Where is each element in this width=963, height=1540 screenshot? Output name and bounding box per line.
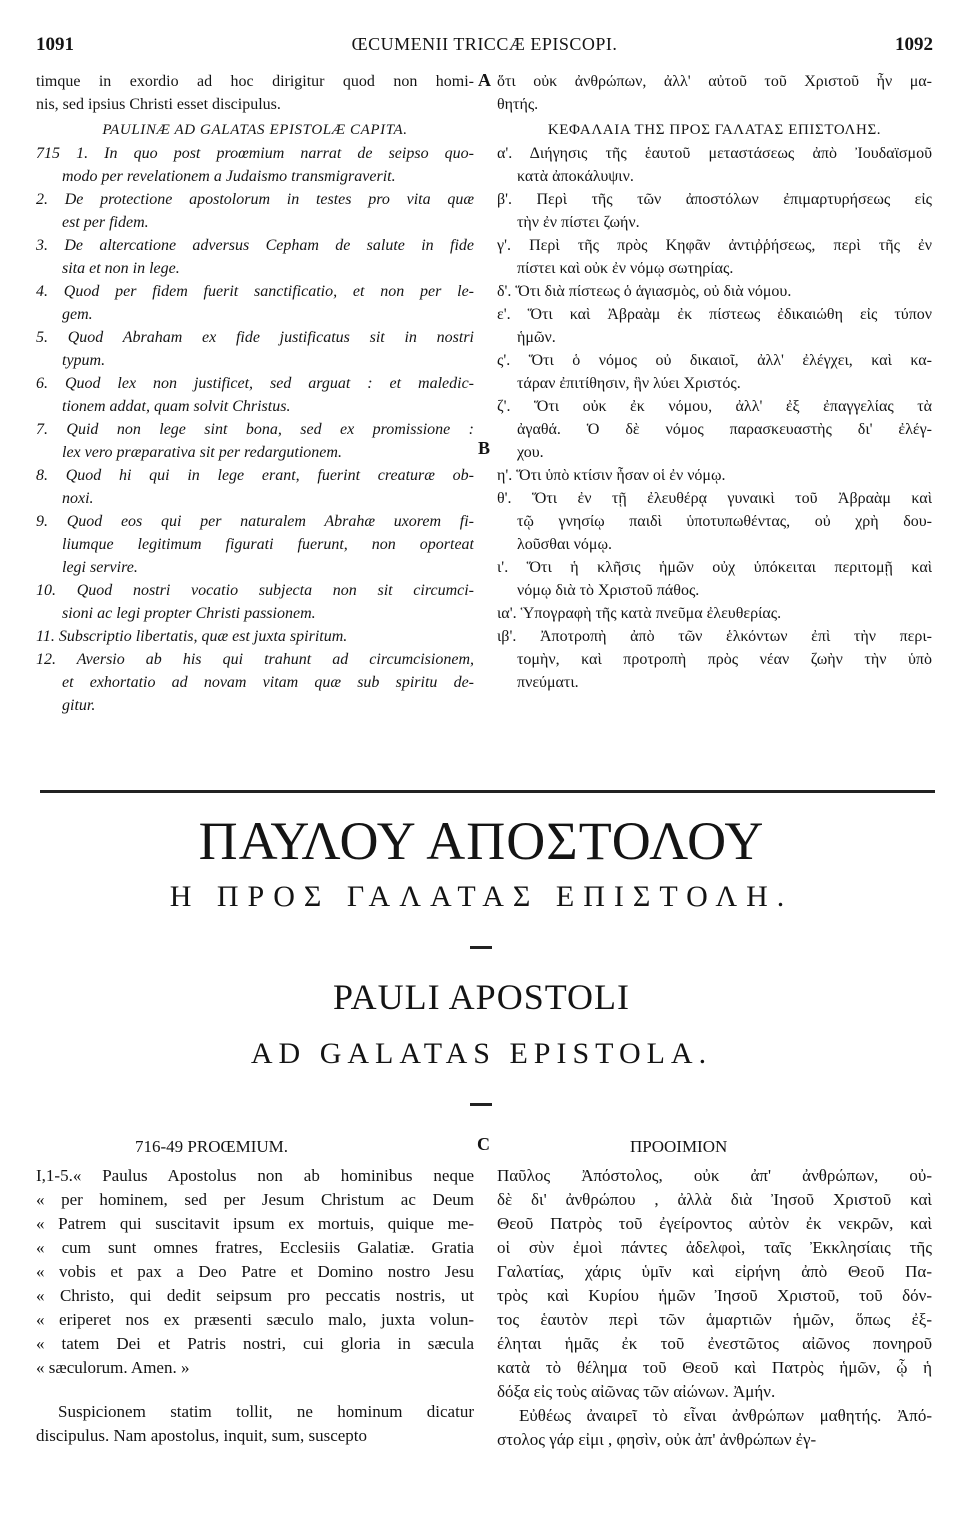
greek-kephalaia-heading: ΚΕΦΑΛΑΙΑ ΤΗΣ ΠΡΟΣ ΓΑΛΑΤΑΣ ΕΠΙΣΤΟΛΗΣ. bbox=[547, 122, 882, 138]
greek-chapter-line: πνεύματι. bbox=[517, 674, 579, 691]
latin-chapter-line: sioni ac legi propter Christi passionem. bbox=[62, 605, 316, 622]
greek-chapter-item bbox=[497, 142, 932, 188]
greek-proemium-line: έληται ἡμᾶς ἐκ τοῦ ἐνεστῶτος αἰῶνος πονηροῦ bbox=[497, 1334, 932, 1353]
latin-proemium-line: « vobis et pax a Deo Patre et Domino nostro Jesu bbox=[36, 1262, 474, 1281]
greek-proemium-line: κατὰ τὸ θέλημα τοῦ Θεοῦ καὶ Πατρὸς ἡμῶν, ᾧ ἡ bbox=[497, 1358, 932, 1377]
latin-chapter-line: 12. Aversio ab his qui trahunt ad circumcisionem, bbox=[36, 651, 474, 668]
greek-chapter-item bbox=[497, 234, 932, 280]
latin-section-label: 716-49 PROŒMIUM. bbox=[135, 1137, 289, 1156]
latin-chapter-item bbox=[36, 326, 474, 372]
greek-proemium-line: δὲ δι' ἀνθρώπου , ἀλλὰ διὰ Ἰησοῦ Χριστοῦ καὶ bbox=[497, 1190, 932, 1209]
latin-chapter-line: sita et non in lege. bbox=[62, 260, 180, 277]
greek-chapter-line: τὴν ἐν πίστει ζωήν. bbox=[517, 214, 640, 231]
greek-chapter-line: γ'. Περὶ τῆς πρὸς Κηφᾶν ἀντιῤῥήσεως, περὶ τῆς ἐν bbox=[497, 237, 932, 254]
latin-chapter-line: 5. Quod Abraham ex fide justificatus sit in nostri bbox=[36, 329, 474, 346]
greek-chapter-item bbox=[497, 280, 932, 303]
page-number-left: 1091 bbox=[36, 34, 74, 55]
latin-proemium-line: I,1-5.« Paulus Apostolus non ab hominibus neque bbox=[36, 1166, 474, 1185]
latin-chapter-item bbox=[36, 372, 474, 418]
greek-chapter-line: τομὴν, καὶ προτροπὴ πρὸς νέαν ζωὴν τὴν ὑπὸ bbox=[517, 651, 932, 668]
greek-chapter-line: τῷ γνησίῳ παιδὶ ὑποτυπωθέντας, οὐ χρὴ δου- bbox=[517, 513, 932, 530]
latin-proemium-line: « per hominem, sed per Jesum Christum ac Deum bbox=[36, 1190, 474, 1209]
latin-chapter-line: 2. De protectione apostolorum in testes pro vita quæ bbox=[36, 191, 474, 208]
latin-chapter-line: 715 1. In quo post proœmium narrat de seipso quo- bbox=[36, 145, 474, 162]
greek-chapter-item bbox=[497, 349, 932, 395]
latin-proemium-text bbox=[36, 1164, 474, 1380]
greek-chapter-line: θ'. Ὅτι ἐν τῇ ἐλευθέρᾳ γυναικὶ τοῦ Ἀβραὰμ καὶ bbox=[497, 490, 932, 507]
column-marker-c: C bbox=[477, 1134, 490, 1154]
latin-top-column bbox=[36, 70, 474, 717]
latin-chapter-line: legi servire. bbox=[62, 559, 138, 576]
latin-chapter-line: modo per revelationem a Judaismo transmigraverit. bbox=[62, 168, 396, 185]
greek-chapter-line: ἡμῶν. bbox=[517, 329, 556, 346]
section-divider-rule bbox=[40, 790, 935, 793]
latin-chapter-item bbox=[36, 510, 474, 579]
latin-commentary-line: Suspicionem statim tollit, ne hominum dicatur bbox=[58, 1402, 474, 1421]
latin-chapter-line: 3. De altercatione adversus Cepham de salute in fide bbox=[36, 237, 474, 254]
greek-chapter-line: δ'. Ὅτι διὰ πίστεως ὁ ἁγιασμὸς, οὐ διὰ νόμου. bbox=[497, 283, 792, 300]
latin-chapter-line: est per fidem. bbox=[62, 214, 149, 231]
latin-commentary-line: discipulus. Nam apostolus, inquit, sum, suscepto bbox=[36, 1426, 368, 1445]
greek-proemium-text bbox=[497, 1164, 932, 1404]
latin-chapter-list bbox=[36, 142, 474, 717]
latin-body-column bbox=[36, 1164, 474, 1448]
greek-intro-line: ὅτι οὐκ ἀνθρώπων, ἀλλ' αὐτοῦ τοῦ Χριστοῦ ἦν μα- bbox=[497, 73, 932, 90]
latin-chapter-line: gitur. bbox=[62, 697, 96, 714]
greek-chapter-line: ἀγαθά. Ὁ δὲ νόμος παρασκευαστὴς δι' ἐλέγ- bbox=[517, 421, 932, 438]
latin-chapter-line: 7. Quid non lege sint bona, sed ex promissione : bbox=[36, 421, 474, 438]
greek-proemium-line: τρὸς καὶ Κυρίου ἡμῶν Ἰησοῦ Χριστοῦ, τοῦ δόν- bbox=[497, 1286, 932, 1305]
latin-chapter-line: 8. Quod hi qui in lege erant, fuerint creaturæ ob- bbox=[36, 467, 474, 484]
latin-chapter-line: gem. bbox=[62, 306, 93, 323]
latin-subtitle: AD GALATAS EPISTOLA. bbox=[250, 1037, 713, 1070]
latin-chapter-item bbox=[36, 280, 474, 326]
greek-proemium-line: Γαλατίας, χάρις ὑμῖν καὶ εἰρήνη ἀπὸ Θεοῦ Πα- bbox=[497, 1262, 932, 1281]
greek-top-column bbox=[497, 70, 932, 694]
greek-proemium-line: Θεοῦ Πατρὸς τοῦ ἐγείροντος αὐτὸν ἐκ νεκρῶν, καὶ bbox=[497, 1214, 932, 1233]
greek-commentary-text bbox=[497, 1404, 932, 1452]
greek-chapter-line: ια'. Ὑπογραφὴ τῆς κατὰ πνεῦμα ἐλευθερίας. bbox=[497, 605, 782, 622]
latin-proemium-line: « cum sunt omnes fratres, Ecclesiis Galatiæ. Gratia bbox=[36, 1238, 474, 1257]
latin-chapter-item bbox=[36, 418, 474, 464]
greek-chapter-line: η'. Ὅτι ὑπὸ κτίσιν ἦσαν οἱ ἐν νόμῳ. bbox=[497, 467, 726, 484]
latin-chapter-line: 4. Quod per fidem fuerit sanctificatio, et non per le- bbox=[36, 283, 474, 300]
greek-chapter-line: ι'. Ὅτι ἡ κλῆσις ἡμῶν οὐχ ὑπόκειται περιτομῇ καὶ bbox=[497, 559, 932, 576]
greek-proemium-line: οἱ σὺν ἐμοὶ πάντες ἀδελφοὶ, ταῖς Ἐκκλησίαις τῆς bbox=[497, 1238, 932, 1257]
page-number-right: 1092 bbox=[895, 34, 933, 55]
latin-proemium-line: « Patrem qui suscitavit ipsum ex mortuis, quique me- bbox=[36, 1214, 474, 1233]
latin-section-heading bbox=[135, 1135, 288, 1159]
greek-chapter-item bbox=[497, 188, 932, 234]
latin-chapter-line: lex vero præparativa sit per redargutionem. bbox=[62, 444, 342, 461]
greek-chapter-item bbox=[497, 487, 932, 556]
greek-chapter-line: νόμῳ διὰ τὸ Χριστοῦ πάθος. bbox=[517, 582, 700, 599]
greek-chapter-line: ζ'. Ὅτι οὐκ ἐκ νόμου, ἀλλ' ἐξ ἐπαγγελίας τὰ bbox=[497, 398, 932, 415]
greek-chapter-line: πίστει καὶ οὐκ ἐν νόμῳ σωτηρίας. bbox=[517, 260, 734, 277]
latin-intro-line: nis, sed ipsius Christi esset discipulus. bbox=[36, 96, 281, 113]
greek-chapter-item bbox=[497, 395, 932, 464]
column-marker-a: A bbox=[478, 70, 491, 90]
latin-chapter-item bbox=[36, 648, 474, 717]
latin-chapter-line: typum. bbox=[62, 352, 106, 369]
greek-chapter-line: ε'. Ὅτι καὶ Ἀβραὰμ ἐκ πίστεως ἐδικαιώθη εἰς τύπον bbox=[497, 306, 932, 323]
latin-proemium-line: « tatem Dei et Patris nostri, cui gloria in sæcula bbox=[36, 1334, 474, 1353]
latin-chapter-item bbox=[36, 579, 474, 625]
greek-proemium-line: δόξα εἰς τοὺς αἰῶνας τῶν αἰώνων. Ἀμήν. bbox=[497, 1382, 776, 1401]
greek-chapter-line: ς'. Ὅτι ὁ νόμος οὐ δικαιοῖ, ἀλλ' ἐλέγχει, καὶ κα- bbox=[497, 352, 932, 369]
greek-chapter-line: λοῦσθαι νόμῳ. bbox=[517, 536, 612, 553]
latin-commentary-text bbox=[36, 1400, 474, 1448]
latin-chapter-line: 10. Quod nostri vocatio subjecta non sit circumci- bbox=[36, 582, 474, 599]
latin-chapter-item bbox=[36, 234, 474, 280]
latin-chapter-item bbox=[36, 142, 474, 188]
greek-commentary-line: Εὐθέως ἀναιρεῖ τὸ εἶναι ἀνθρώπων μαθητής. Ἀπό- bbox=[519, 1406, 932, 1425]
latin-chapter-line: noxi. bbox=[62, 490, 94, 507]
latin-proemium-line: « sæculorum. Amen. » bbox=[36, 1358, 190, 1377]
greek-subtitle: Η ΠΡΟΣ ΓΑΛΑΤΑΣ ΕΠΙΣΤΟΛΗ. bbox=[169, 880, 794, 913]
greek-commentary-line: στολος γάρ εἰμι , φησὶν, οὐκ ἀπ' ἀνθρώπων ἐγ- bbox=[497, 1430, 817, 1449]
greek-chapter-line: α'. Διήγησις τῆς ἑαυτοῦ μεταστάσεως ἀπὸ Ἰουδαϊσμοῦ bbox=[497, 145, 932, 162]
greek-chapter-item bbox=[497, 625, 932, 694]
greek-intro-line: θητής. bbox=[497, 96, 539, 113]
greek-proemium-line: Παῦλος Ἀπόστολος, οὐκ ἀπ' ἀνθρώπων, οὐ- bbox=[497, 1166, 932, 1185]
latin-chapter-item bbox=[36, 464, 474, 510]
greek-chapter-line: ιβ'. Ἀποτροπὴ ἀπὸ τῶν ἑλκόντων ἐπὶ τὴν περι- bbox=[497, 628, 932, 645]
latin-chapter-line: 11. Subscriptio libertatis, quæ est juxta spiritum. bbox=[36, 628, 348, 645]
latin-capita-heading: PAULINÆ AD GALATAS EPISTOLÆ CAPITA. bbox=[102, 122, 408, 138]
latin-proemium-line: « eriperet nos ex præsenti sæculo malo, juxta volun- bbox=[36, 1310, 474, 1329]
greek-section-heading: ΠΡΟΟΙΜΙΟΝ bbox=[630, 1137, 728, 1156]
latin-chapter-line: tionem addat, quam solvit Christus. bbox=[62, 398, 291, 415]
greek-chapter-line: κατὰ ἀποκάλυψιν. bbox=[517, 168, 634, 185]
latin-chapter-item bbox=[36, 188, 474, 234]
latin-proemium-line: « Christo, qui dedit seipsum pro peccatis nostris, ut bbox=[36, 1286, 474, 1305]
title-dash bbox=[470, 946, 492, 949]
greek-body-column bbox=[497, 1164, 932, 1452]
greek-chapter-item bbox=[497, 556, 932, 602]
greek-chapter-list bbox=[497, 142, 932, 694]
latin-title: PAULI APOSTOLI bbox=[332, 977, 631, 1017]
greek-chapter-line: τάραν ἐπιτίθησιν, ἣν λύει Χριστός. bbox=[517, 375, 741, 392]
greek-chapter-line: β'. Περὶ τῆς τῶν ἀποστόλων ἐπιμαρτυρήσεως εἰς bbox=[497, 191, 932, 208]
title-dash bbox=[470, 1103, 492, 1106]
greek-chapter-item bbox=[497, 303, 932, 349]
latin-intro-line: timque in exordio ad hoc dirigitur quod non homi- bbox=[36, 73, 474, 90]
greek-title: ΠΑΥΛΟΥ ΑΠΟΣΤΟΛΟΥ bbox=[198, 811, 765, 871]
latin-chapter-line: 9. Quod eos qui per naturalem Abrahæ uxorem fi- bbox=[36, 513, 474, 530]
latin-chapter-item bbox=[36, 625, 474, 648]
latin-chapter-line: liumque legitimum figurati fuerunt, non oporteat bbox=[62, 536, 474, 553]
greek-chapter-item bbox=[497, 602, 932, 625]
running-title: ŒCUMENII TRICCÆ EPISCOPI. bbox=[351, 34, 618, 54]
latin-chapter-line: 6. Quod lex non justificet, sed arguat : et maledic- bbox=[36, 375, 474, 392]
latin-chapter-line: et exhortatio ad novam vitam quæ sub spiritu de- bbox=[62, 674, 474, 691]
page-header bbox=[36, 34, 933, 60]
greek-chapter-line: χου. bbox=[517, 444, 544, 461]
greek-proemium-line: τος ἑαυτὸν περὶ τῶν ἁμαρτιῶν ἡμῶν, ὅπως ἐξ- bbox=[497, 1310, 932, 1329]
greek-chapter-item bbox=[497, 464, 932, 487]
column-marker-b: B bbox=[478, 438, 491, 458]
